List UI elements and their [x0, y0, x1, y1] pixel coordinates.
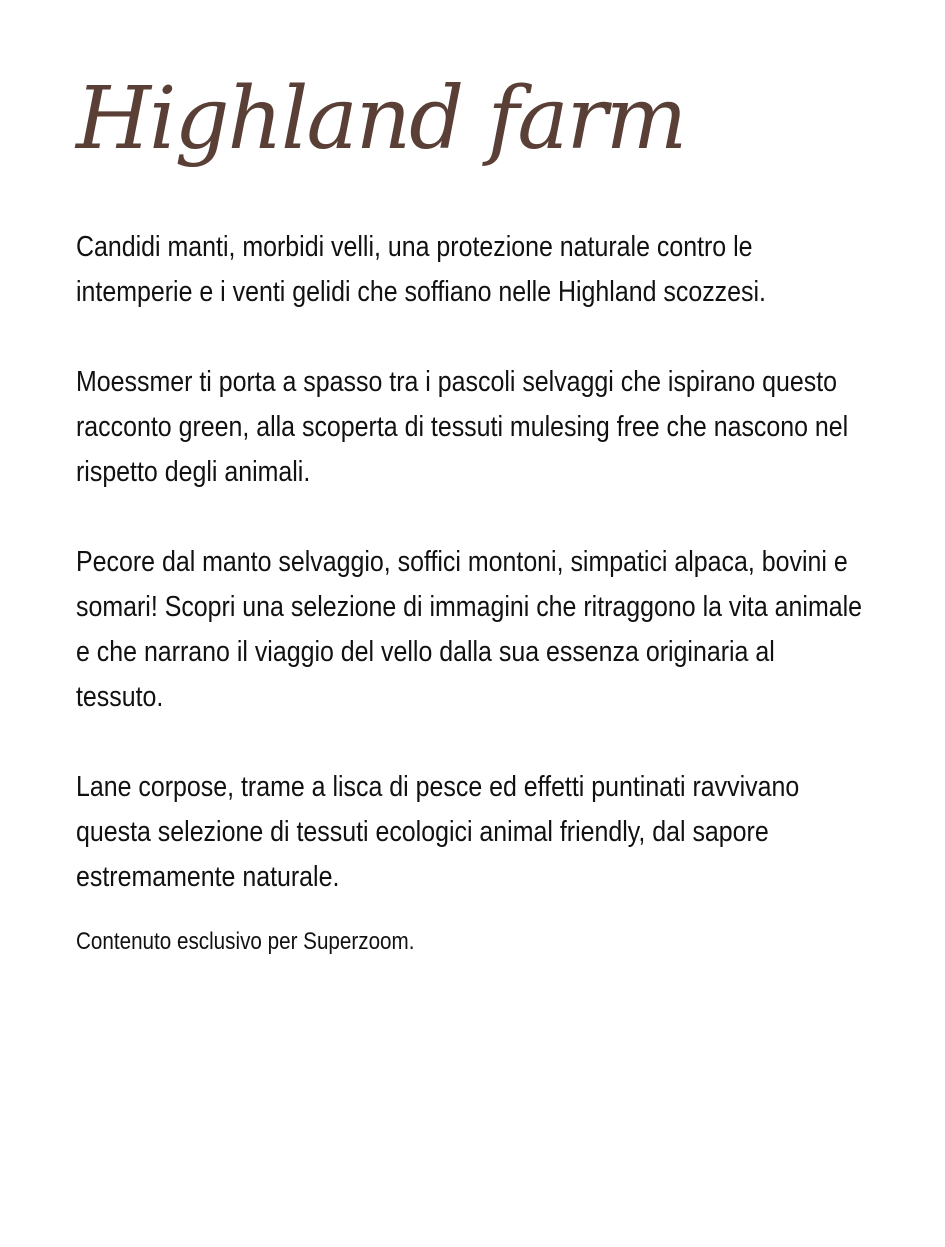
paragraph-intro: Candidi manti, morbidi velli, una protezione naturale contro le intemperie e i venti gelidi che soffiano nelle Highland scozzesi. [76, 231, 766, 308]
paragraph-animals: Pecore dal manto selvaggio, soffici montoni, simpatici alpaca, bovini e somari! Scopri una selezione di immagini che ritraggono la vita animale e che narrano il viaggio del vello dalla sua essenza originaria al tessuto. [76, 546, 862, 713]
document-page [76, 55, 866, 957]
body-text [76, 225, 865, 900]
paragraph-fabrics: Lane corpose, trame a lisca di pesce ed effetti puntinati ravvivano questa selezione di tessuti ecologici animal friendly, dal sapore estremamente naturale. [76, 771, 800, 893]
page-title: Highland farm [76, 69, 686, 169]
footnote: Contenuto esclusivo per Superzoom. [76, 928, 415, 955]
paragraph-moessmer: Moessmer ti porta a spasso tra i pascoli selvaggi che ispirano questo racconto green, alla scoperta di tessuti mulesing free che nascono nel rispetto degli animali. [76, 366, 849, 488]
